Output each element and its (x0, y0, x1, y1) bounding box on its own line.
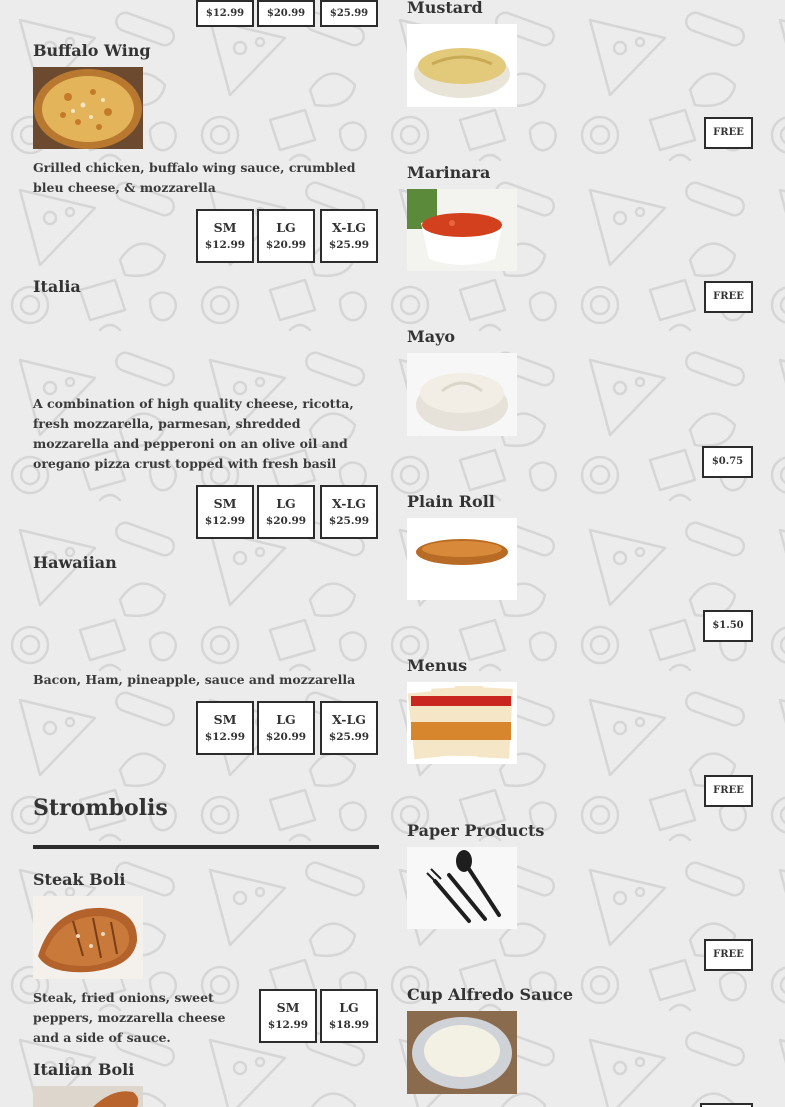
item-description-italia: A combination of high quality cheese, ricotta, fresh mozzarella, parmesan, shredded mozzarella and pepperoni on an olive oil and oregano pizza crust topped with fresh basil (33, 396, 354, 471)
hawaiian-sm-button[interactable]: SM $12.99 (196, 701, 254, 755)
item-name-steak-boli: Steak Boli (33, 870, 126, 889)
steak-boli-lg-button[interactable]: LG $18.99 (320, 989, 378, 1043)
italia-sm-button[interactable]: SM $12.99 (196, 485, 254, 539)
marinara-price-button[interactable]: FREE (704, 281, 753, 313)
hawaiian-lg-button[interactable]: LG $20.99 (257, 701, 315, 755)
item-description-buffalo-wing: Grilled chicken, buffalo wing sauce, crumbled bleu cheese, & mozzarella (33, 160, 356, 195)
item-name-buffalo-wing: Buffalo Wing (33, 41, 151, 60)
mustard-image (407, 24, 517, 107)
marinara-image (407, 189, 517, 271)
top-price-lg[interactable]: $20.99 (257, 0, 315, 27)
item-name-mayo: Mayo (407, 327, 456, 346)
section-divider (33, 845, 379, 849)
mayo-image (407, 353, 517, 436)
top-price-xlg[interactable]: $25.99 (320, 0, 378, 27)
mustard-price-button[interactable]: FREE (704, 117, 753, 149)
paper-products-image (407, 847, 517, 929)
steak-boli-image (33, 896, 143, 979)
top-price-sm[interactable]: $12.99 (196, 0, 254, 27)
mayo-price-button[interactable]: $0.75 (702, 446, 753, 478)
item-name-mustard: Mustard (407, 0, 483, 17)
italian-boli-image (33, 1086, 143, 1107)
item-name-plain-roll: Plain Roll (407, 492, 495, 511)
buffalo-wing-xlg-button[interactable]: X-LG $25.99 (320, 209, 378, 263)
italia-lg-button[interactable]: LG $20.99 (257, 485, 315, 539)
item-name-cup-alfredo-sauce: Cup Alfredo Sauce (407, 985, 574, 1004)
item-name-marinara: Marinara (407, 163, 491, 182)
menus-price-button[interactable]: FREE (704, 775, 753, 807)
hawaiian-xlg-button[interactable]: X-LG $25.99 (320, 701, 378, 755)
item-name-hawaiian: Hawaiian (33, 553, 117, 572)
item-name-paper-products: Paper Products (407, 821, 545, 840)
buffalo-wing-sm-button[interactable]: SM $12.99 (196, 209, 254, 263)
cup-alfredo-sauce-image (407, 1011, 517, 1094)
buffalo-wing-lg-button[interactable]: LG $20.99 (257, 209, 315, 263)
menus-image (407, 682, 517, 764)
item-name-italian-boli: Italian Boli (33, 1060, 135, 1079)
cup-alfredo-price-button[interactable] (700, 1103, 753, 1107)
buffalo-wing-pizza-image (33, 67, 143, 149)
paper-products-price-button[interactable]: FREE (704, 939, 753, 971)
section-title-strombolis: Strombolis (33, 795, 168, 821)
item-name-italia: Italia (33, 277, 81, 296)
item-description-steak-boli: Steak, fried onions, sweet peppers, mozzarella cheese and a side of sauce. (33, 990, 226, 1045)
italia-xlg-button[interactable]: X-LG $25.99 (320, 485, 378, 539)
plain-roll-image (407, 518, 517, 600)
item-name-menus: Menus (407, 656, 468, 675)
plain-roll-price-button[interactable]: $1.50 (703, 610, 753, 642)
item-description-hawaiian: Bacon, Ham, pineapple, sauce and mozzarella (33, 672, 356, 687)
steak-boli-sm-button[interactable]: SM $12.99 (259, 989, 317, 1043)
